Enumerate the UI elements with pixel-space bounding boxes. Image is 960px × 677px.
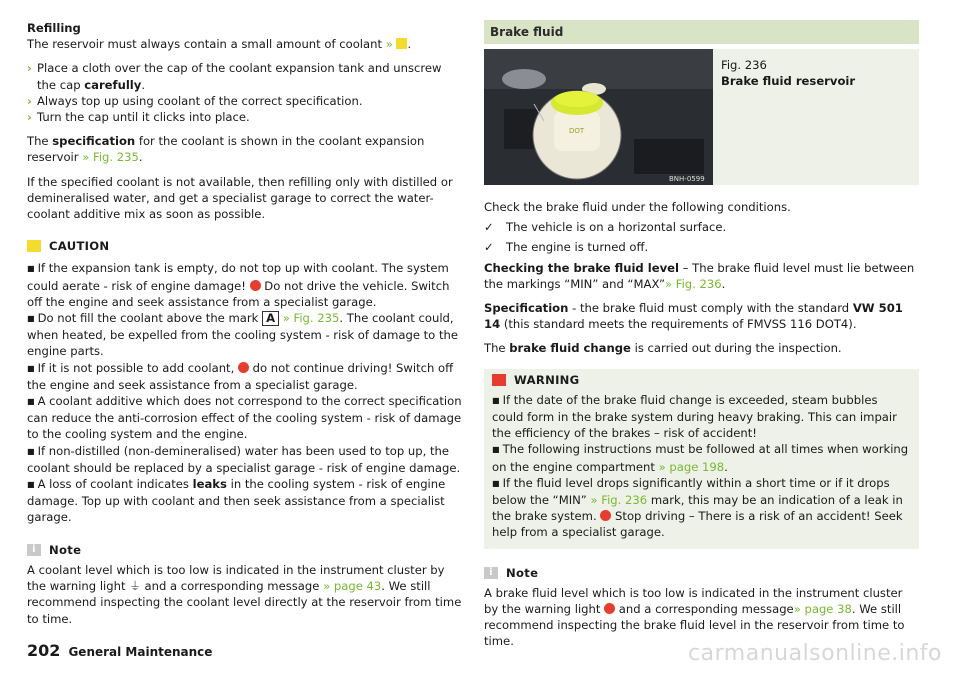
check-intro: Check the brake fluid under the following conditions. [484,200,791,214]
page-198-link[interactable]: » page 198 [658,459,725,474]
brake-fluid-heading: Brake fluid [484,20,919,44]
svg-text:DOT: DOT [569,127,585,135]
warning-triangle-icon [492,374,506,386]
brake-note: A brake fluid level which is too low is indicated in the instrument cluster by the warning light and a corresponding message» page 38. We still recommend inspecting the brake fluid level in the reservoir from time to time. [484,585,905,649]
list-item: ■ If non-distilled (non-demineralised) water has been used to top up, the coolant should be replaced by a specialist garage - risk of engine damage. [27,443,461,475]
list-item: ✓ The engine is turned off. [484,240,649,255]
caution-mark-icon [396,38,407,49]
figure-title: Brake fluid reservoir [721,74,856,89]
fig-235-link[interactable]: » Fig. 235 [282,311,340,326]
fig-236-link[interactable]: » Fig. 236 [590,493,648,508]
note-heading: i Note [484,565,919,581]
stop-warning-icon [600,510,611,521]
check-conditions [484,219,919,255]
brake-specification: Specification - the brake fluid must comply with the standard VW 501 14 (this standard meets the requirements of FMVSS 116 DOT4). [484,301,903,332]
checkmark-icon: ✓ [484,220,494,235]
refilling-heading: Refilling [27,21,81,35]
chapter-title: General Maintenance [68,645,213,659]
fig-236-link[interactable]: » Fig. 236 [664,276,722,291]
note-info-icon: i [27,544,41,556]
coolant-specification: The specification for the coolant is shown in the coolant expansion reservoir » Fig. 235. [27,134,425,165]
warning-box [484,369,919,549]
list-item: ■ If the expansion tank is empty, do not top up with coolant. The system could aerate - risk of engine damage! Do not drive the vehicle. Switch off the engine and seek assistance from a specialist garage. [27,261,450,309]
checkmark-icon: ✓ [484,240,494,255]
caution-heading: CAUTION [27,238,463,254]
refilling-steps [27,60,463,125]
arrow-bullet-icon: › [27,61,32,76]
caution-list [27,260,463,525]
caution-triangle-icon [27,240,41,252]
brake-warning-icon [604,603,615,614]
arrow-bullet-icon: › [27,93,32,108]
right-column [484,20,919,650]
list-item: ■ The following instructions must be followed at all times when working on the engine compartment » page 198. [492,442,909,474]
page-43-link[interactable]: » page 43 [323,579,382,594]
list-item: ■ If the date of the brake fluid change is exceeded, steam bubbles could form in the brake system during heavy braking. This can impair the efficiency of the brakes – risk of accident! [492,392,897,441]
brake-fluid-reservoir-photo [484,49,713,185]
page-38-link[interactable]: » page 38 [793,602,852,617]
figure-caption [721,57,855,89]
page-number: 202 [27,641,61,660]
warning-list [492,392,911,541]
brake-change-paragraph: The brake fluid change is carried out during the inspection. [484,341,842,356]
refilling-intro: The reservoir must always contain a small amount of coolant » . [27,37,412,52]
list-item: ■ If the fluid level drops significantly within a short time or if it drops below the “MIN” » Fig. 236 mark, this may be an indication of a leak in the brake system. Stop driving – There is a risk of an accident! Seek help from a specialist garage. [492,475,903,540]
fig-235-link[interactable]: » Fig. 235 [82,150,139,165]
mark-a-label: A [262,311,279,326]
list-item: ■ A loss of coolant indicates leaks in the cooling system - risk of engine damage. Top up with coolant and then seek assistance from a specialist garage. [27,477,446,525]
note-info-icon: i [484,567,498,579]
coolant-warning-icon: ⏚ [129,579,141,594]
list-item: ■ Do not fill the coolant above the mark A » Fig. 235. The coolant could, when heated, be expelled from the cooling system - risk of damage to the engine parts. [27,311,458,359]
stop-warning-icon [238,362,249,373]
figure-number: Fig. 236 [721,58,767,72]
list-item: ✓ The vehicle is on a horizontal surface. [484,220,727,235]
list-item: › Turn the cap until it clicks into place. [27,110,250,125]
svg-text:BNH-0599: BNH-0599 [669,175,705,183]
list-item: › Place a cloth over the cap of the coolant expansion tank and unscrew the cap carefully. [27,61,442,92]
distilled-water-paragraph: If the specified coolant is not available, then refilling only with distilled or demineralised water, and get a specialist garage to correct the water-coolant additive mix as soon as possible. [27,174,453,222]
list-item: › Always top up using coolant of the correct specification. [27,93,363,108]
warning-heading: WARNING [492,372,911,388]
reference-link[interactable]: » [385,37,393,52]
coolant-note: A coolant level which is too low is indicated in the instrument cluster by the warning light ⏚ and a corresponding message » page 43. We still recommend inspecting the coolant level directly at the reservoir from time to time. [27,562,462,626]
checking-level-paragraph: Checking the brake fluid level – The brake fluid level must lie between the markings “MIN” and “MAX”» Fig. 236. [484,260,915,291]
arrow-bullet-icon: › [27,110,32,125]
watermark: carmanualsonline.info [688,641,942,666]
list-item: ■ If it is not possible to add coolant, do not continue driving! Switch off the engine and seek assistance from a specialist garage. [27,360,454,392]
page-footer [27,643,212,660]
stop-warning-icon [250,280,261,291]
list-item: ■ A coolant additive which does not correspond to the correct specification can reduce the anti-corrosion effect of the cooling system - risk of damage to the cooling system and the engine. [27,394,462,442]
left-column [27,20,463,627]
figure-236 [484,49,919,185]
note-heading: i Note [27,542,463,558]
